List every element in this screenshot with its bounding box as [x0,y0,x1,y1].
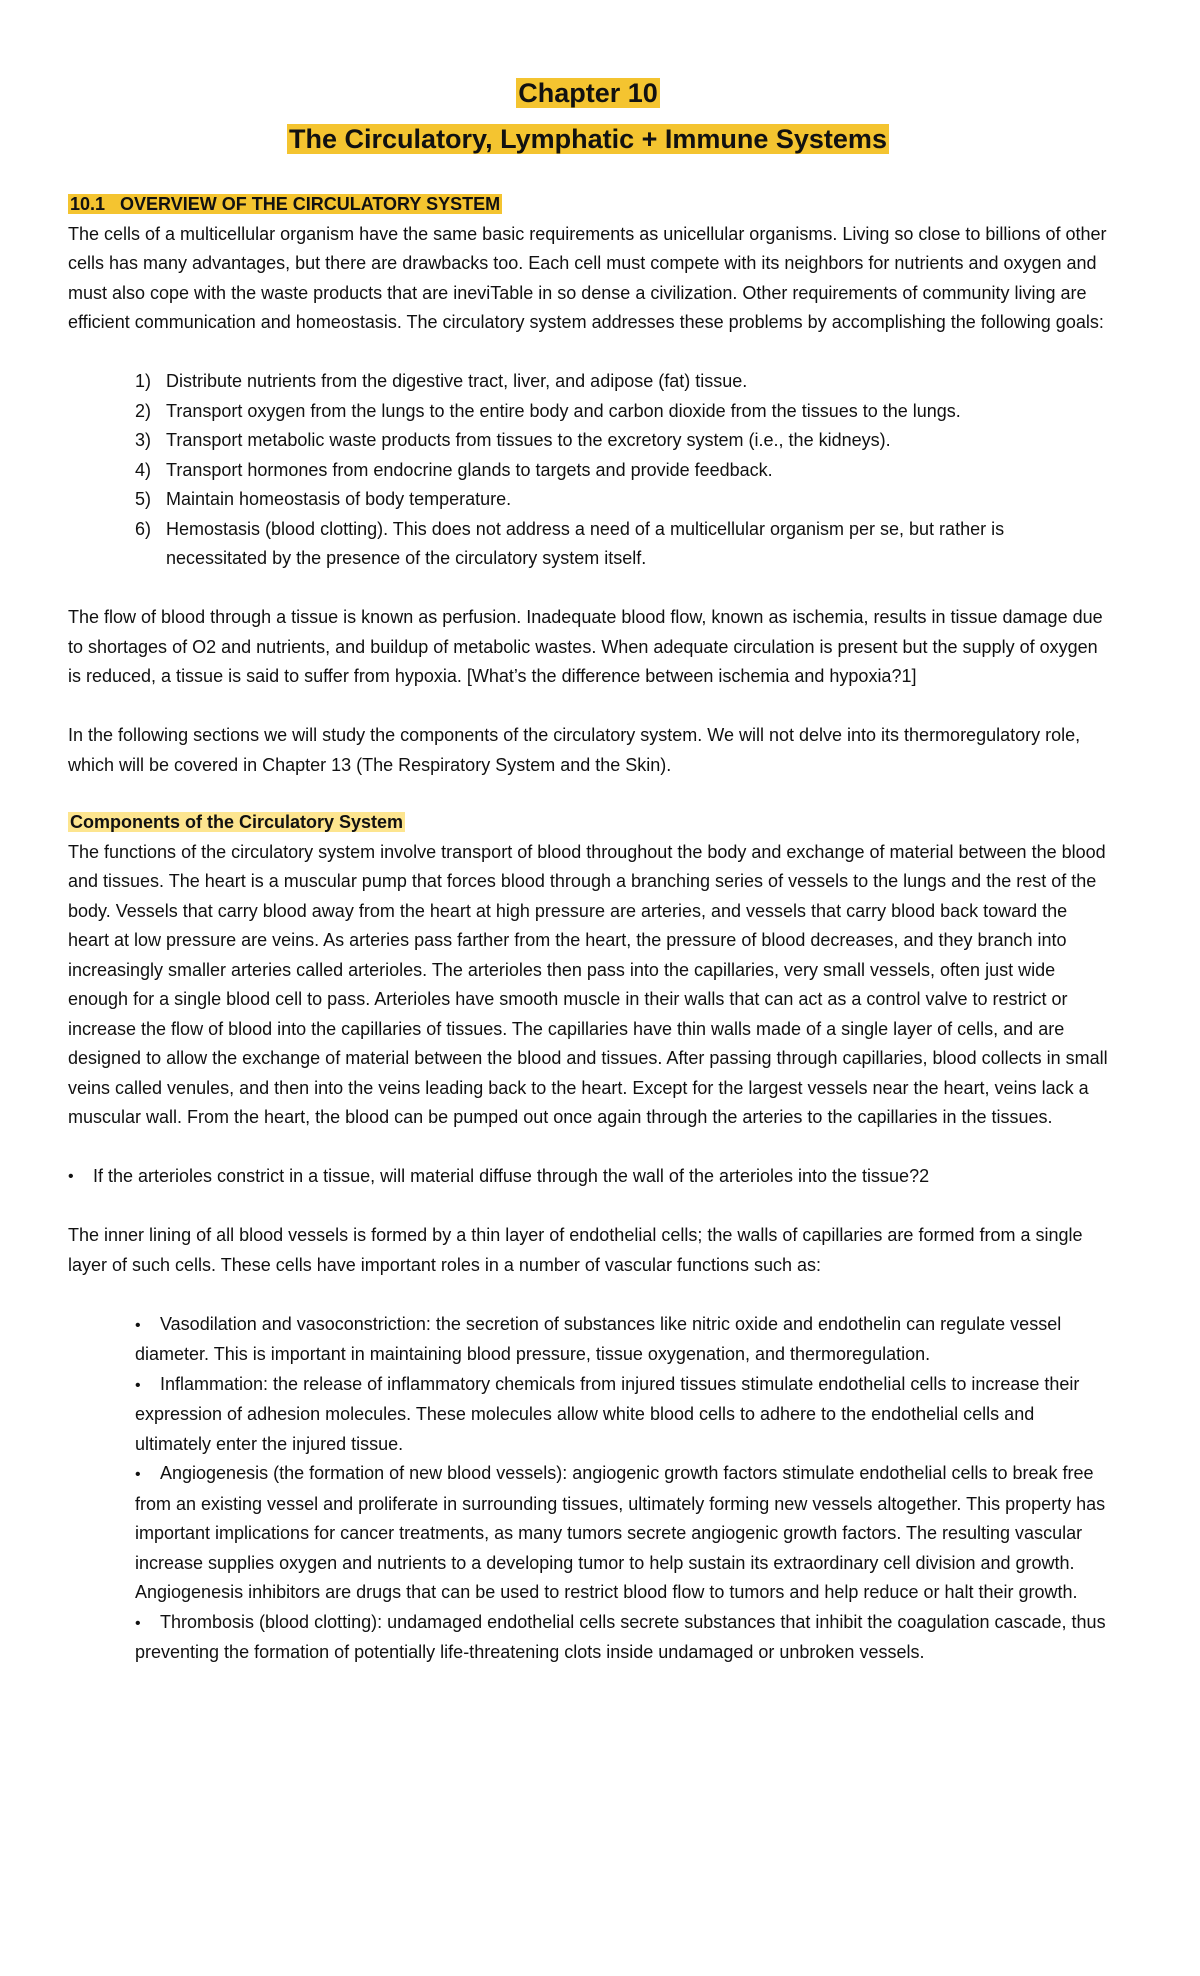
list-number: 1) [135,371,152,391]
components-paragraph: The functions of the circulatory system involve transport of blood throughout the body and exchange of material between the blood and tissues. The heart is a muscular pump that forces blood through a branching series of vessels to the lungs and the rest of the body. Vessels that carry blood away from the heart at high pressure are arteries, and vessels that carry blood back toward the heart at low pressure are veins. As arteries pass farther from the heart, the pressure of blood decreases, and they branch into increasingly smaller arteries called arterioles. The arterioles then pass into the capillaries, very small vessels, often just wide enough for a single blood cell to pass. Arterioles have smooth muscle in their walls that can act as a control valve to restrict or increase the flow of blood into the capillaries of tissues. The capillaries have thin walls made of a single layer of cells, and are designed to allow the exchange of material between the blood and tissues. After passing through capillaries, blood collects in small veins called venules, and then into the veins leading back to the heart. Except for the largest vessels near the heart, veins lack a muscular wall. From the heart, the blood can be pumped out once again through the arteries to the capillaries in the tissues. [68,841,1108,1127]
list-text: Transport hormones from endocrine glands to targets and provide feedback. [166,459,773,480]
intro-paragraph: The cells of a multicellular organism have the same basic requirements as unicellular organisms. Living so close to billions of other cells has many advantages, but there are drawbacks too. Each cell must compete with its neighbors for nutrients and oxygen and must also cope with the waste products that are ineviTable in so dense a civilization. Other requirements of community living are efficient communication and homeostasis. The circulatory system addresses these problems by accomplishing the following goals: [68,223,1107,332]
vascular-functions-list [68,1310,1108,1668]
perfusion-paragraph: The flow of blood through a tissue is known as perfusion. Inadequate blood flow, known as ischemia, results in tissue damage due to shortages of O2 and nutrients, and buildup of metabolic wastes. When adequate circulation is present but the supply of oxygen is reduced, a tissue is said to suffer from hypoxia. [What’s the difference between ischemia and hypoxia?1] [68,607,1103,686]
list-item [135,1370,1108,1460]
bullet-icon: • [68,1168,74,1185]
list-number: 5) [135,489,152,509]
goals-list [68,367,1108,574]
question-list [68,1162,1108,1192]
section-heading-text: 10.1 OVERVIEW OF THE CIRCULATORY SYSTEM [70,194,501,214]
section-heading [68,190,1108,220]
list-item [68,426,1108,456]
list-item [68,1162,1108,1192]
title-block [68,70,1108,162]
list-text: Maintain homeostasis of body temperature. [166,489,512,509]
list-item [135,1459,1108,1608]
following-sections-paragraph: In the following sections we will study the components of the circulatory system. We will not delve into its thermoregulatory role, which will be covered in Chapter 13 (The Respiratory System and the Skin). [68,725,1081,775]
question-text: If the arterioles constrict in a tissue, will material diffuse through the wall of the arterioles into the tissue?2 [93,1166,930,1186]
components-heading [68,808,1108,838]
list-text: Transport metabolic waste products from tissues to the excretory system (i.e., the kidneys). [166,430,891,450]
endothelial-paragraph: The inner lining of all blood vessels is formed by a thin layer of endothelial cells; the walls of capillaries are formed from a single layer of such cells. These cells have important roles in a number of vascular functions such as: [68,1225,1083,1275]
list-item [68,397,1108,427]
list-text: Transport oxygen from the lungs to the entire body and carbon dioxide from the tissues to the lungs. [166,400,961,421]
list-text: Inflammation: the release of inflammatory chemicals from injured tissues stimulate endothelial cells to increase their expression of adhesion molecules. These molecules allow white blood cells to adhere to the endothelial cells and ultimately enter the injured tissue. [135,1373,1080,1454]
list-item [68,367,1108,397]
list-text: Angiogenesis (the formation of new blood vessels): angiogenic growth factors stimulate endothelial cells to break free from an existing vessel and proliferate in surrounding tissues, ultimately forming new vessels altogether. This property has important implications for cancer treatments, as many tumors secrete angiogenic growth factors. The resulting vascular increase supplies oxygen and nutrients to a developing tumor to help sustain its extraordinary cell division and growth. Angiogenesis inhibitors are drugs that can be used to restrict blood flow to tumors and help reduce or halt their growth. [135,1463,1106,1602]
list-item [68,456,1108,486]
chapter-title [68,116,1108,162]
list-number: 6) [135,518,152,539]
list-number: 4) [135,459,152,480]
components-heading-text: Components of the Circulatory System [70,812,404,832]
list-item [135,1310,1108,1370]
list-item [68,485,1108,515]
list-text: Thrombosis (blood clotting): undamaged endothelial cells secrete substances that inhibit the coagulation cascade, thus preventing the formation of potentially life-threatening clots inside undamaged or unbroken vessels. [135,1611,1106,1662]
list-number: 2) [135,400,152,421]
list-text: Hemostasis (blood clotting). This does not address a need of a multicellular organism per se, but rather is necessitated by the presence of the circulatory system itself. [166,518,1005,568]
document-page [68,70,1108,1668]
list-text: Vasodilation and vasoconstriction: the secretion of substances like nitric oxide and endothelin can regulate vessel diameter. This is important in maintaining blood pressure, tissue oxygenation, and thermoregulation. [135,1313,1062,1364]
bullet-icon: • [135,1376,141,1394]
chapter-label: Chapter 10 [518,78,658,108]
bullet-icon: • [135,1614,141,1632]
list-text: Distribute nutrients from the digestive tract, liver, and adipose (fat) tissue. [166,371,748,391]
chapter-title-text: The Circulatory, Lymphatic + Immune Systems [289,124,887,154]
list-number: 3) [135,430,152,450]
bullet-icon: • [135,1316,141,1334]
list-item [135,1608,1108,1668]
list-item [68,515,1108,574]
chapter-number [68,70,1108,116]
bullet-icon: • [135,1466,141,1483]
